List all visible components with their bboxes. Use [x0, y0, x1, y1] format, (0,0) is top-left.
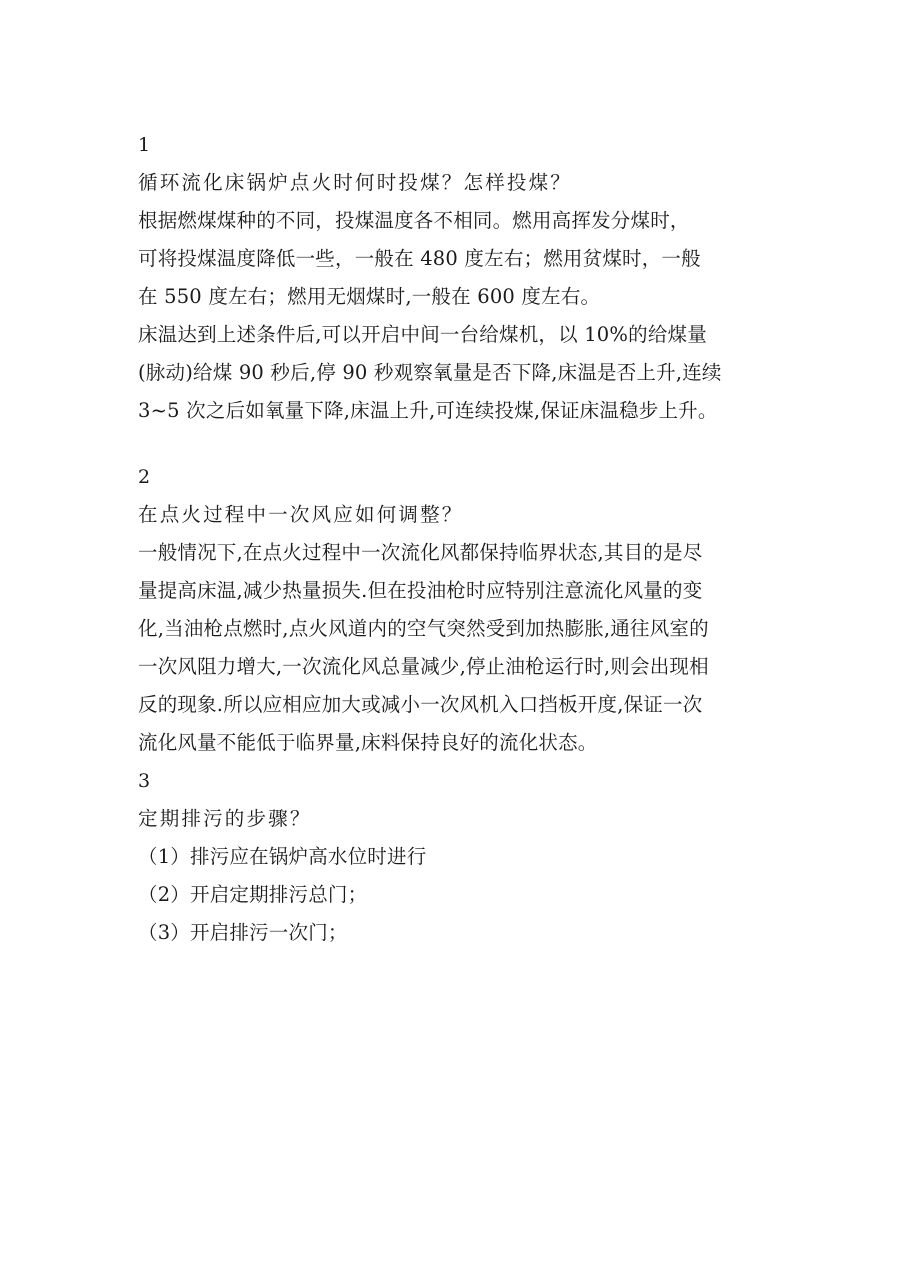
- body-line: 床温达到上述条件后,可以开启中间一台给煤机，以 10%的给煤量: [138, 323, 707, 346]
- section-question: 在点火过程中一次风应如何调整？: [138, 503, 464, 526]
- list-item: （2）开启定期排污总门；: [138, 883, 368, 906]
- section-number: 3: [138, 770, 151, 792]
- body-line: 在 550 度左右；燃用无烟煤时,一般在 600 度左右。: [138, 285, 601, 308]
- body-line: 一般情况下,在点火过程中一次流化风都保持临界状态,其目的是尽: [138, 541, 703, 564]
- section-number: 2: [138, 466, 151, 488]
- section-body: [138, 202, 778, 430]
- body-line: 量提高床温,减少热量损失.但在投油枪时应特别注意流化风量的变: [138, 579, 703, 602]
- section-number: 1: [138, 134, 151, 156]
- body-line: 流化风量不能低于临界量,床料保持良好的流化状态。: [138, 731, 598, 754]
- body-line: 一次风阻力增大,一次流化风总量减少,停止油枪运行时,则会出现相: [138, 655, 709, 678]
- list-item: （3）开启排污一次门；: [138, 921, 348, 944]
- section-1: [138, 126, 778, 430]
- body-line: 3~5 次之后如氧量下降,床温上升,可连续投煤,保证床温稳步上升。: [138, 399, 718, 422]
- body-line: 化,当油枪点燃时,点火风道内的空气突然受到加热膨胀,通往风室的: [138, 617, 709, 640]
- body-line: 根据燃煤煤种的不同，投煤温度各不相同。燃用高挥发分煤时，: [138, 209, 690, 232]
- spacer: [138, 430, 778, 458]
- section-question: 循环流化床锅炉点火时何时投煤？怎样投煤？: [138, 171, 573, 194]
- list-item: （1）排污应在锅炉高水位时进行: [138, 845, 427, 868]
- section-3: [138, 762, 778, 952]
- body-line: (脉动)给煤 90 秒后,停 90 秒观察氧量是否下降,床温是否上升,连续: [138, 361, 722, 384]
- body-line: 可将投煤温度降低一些，一般在 480 度左右；燃用贫煤时，一般: [138, 247, 701, 270]
- section-body: [138, 534, 778, 762]
- section-2: [138, 458, 778, 762]
- section-body: [138, 838, 778, 952]
- document-page: [138, 126, 778, 952]
- section-question: 定期排污的步骤？: [138, 807, 312, 830]
- body-line: 反的现象.所以应相应加大或减小一次风机入口挡板开度,保证一次: [138, 693, 703, 716]
